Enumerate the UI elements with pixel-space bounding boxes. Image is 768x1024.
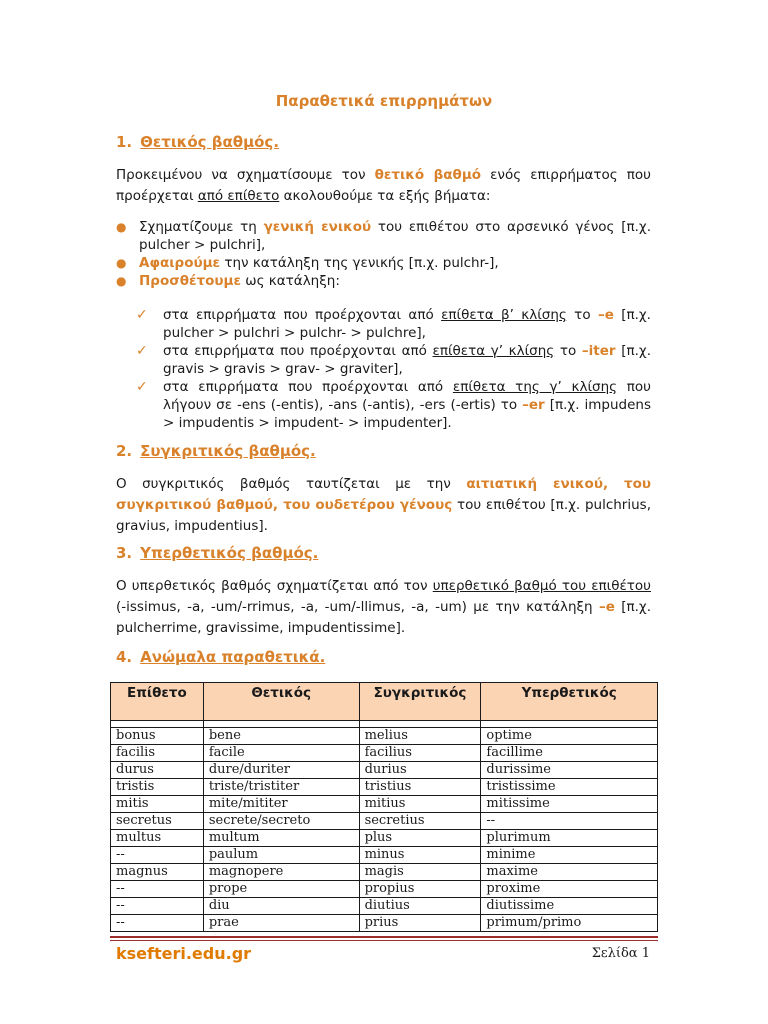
text-underlined: επίθετα της γ’ κλίσης [452, 379, 618, 395]
list-item [116, 272, 651, 290]
table-cell: secretus [111, 813, 204, 830]
text: [π.χ. gravis > gravis > grav- > graviter], [163, 343, 651, 377]
footer-divider [110, 940, 658, 941]
site-logo-link[interactable]: ksefteri.edu.gr [116, 944, 252, 963]
table-row [111, 847, 658, 864]
text: ως κατάληξη: [241, 273, 340, 289]
text: [π.χ. pulcherrime, gravissime, impudentissime]. [116, 599, 651, 636]
table-row [111, 779, 658, 796]
section-title: Συγκριτικός βαθμός. [140, 442, 316, 460]
table-row [111, 915, 658, 932]
text: στα επιρρήματα που προέρχονται από [163, 307, 442, 323]
section-number: 2. [116, 442, 133, 460]
table-cell: durius [359, 762, 481, 779]
section-title: Ανώμαλα παραθετικά. [140, 648, 326, 666]
text: [π.χ. impudens > impudentis > impudent- > impudenter]. [163, 397, 651, 431]
list-item [136, 306, 651, 342]
table-cell: -- [481, 813, 658, 830]
checkmark-icon: ✓ [136, 307, 148, 323]
text: Προκειμένου να σχηματίσουμε τον [116, 167, 375, 183]
list-item [116, 218, 651, 254]
section-2-text [116, 474, 651, 537]
table-row [111, 864, 658, 881]
column-header: Υπερθετικός [481, 683, 658, 721]
text-emphasis: Αφαιρούμε [139, 255, 221, 271]
section-number: 1. [116, 133, 133, 151]
table-cell: prius [359, 915, 481, 932]
table-cell: facilius [359, 745, 481, 762]
irregular-comparison-table [110, 682, 658, 932]
table-cell: multum [203, 830, 359, 847]
section-number: 4. [116, 648, 133, 666]
table-cell: tristis [111, 779, 204, 796]
column-header: Επίθετο [111, 683, 204, 721]
section-title: Υπερθετικός βαθμός. [140, 544, 319, 562]
table-row [111, 745, 658, 762]
spacer-row [111, 721, 658, 728]
text-underlined: από επίθετο [197, 188, 280, 204]
list-item [116, 254, 651, 272]
text: που λήγουν σε -ens (-entis), -ans (-antis), -ers (-ertis) το [163, 379, 651, 413]
table-cell: optime [481, 728, 658, 745]
page-number: Σελίδα 1 [591, 946, 650, 961]
table-cell: proxime [481, 881, 658, 898]
section-number: 3. [116, 544, 133, 562]
table-cell: plurimum [481, 830, 658, 847]
text-emphasis: Προσθέτουμε [139, 273, 241, 289]
ending: –e [598, 599, 615, 615]
table-cell: diutissime [481, 898, 658, 915]
text: (-issimus, -a, -um/-rrimus, -a, -um/-llimus, -a, -um) με την κατάληξη [116, 599, 599, 615]
table-cell: durus [111, 762, 204, 779]
table-cell: durissime [481, 762, 658, 779]
section-title: Θετικός βαθμός. [140, 133, 280, 151]
table-cell: facillime [481, 745, 658, 762]
list-item [136, 378, 651, 432]
table-cell: mitissime [481, 796, 658, 813]
table-header-row [111, 683, 658, 721]
table-cell: melius [359, 728, 481, 745]
table-cell: triste/tristiter [203, 779, 359, 796]
text: Σχηματίζουμε τη [139, 219, 264, 235]
bullet-icon: ● [116, 220, 127, 234]
checkmark-icon: ✓ [136, 379, 148, 395]
list-item [136, 342, 651, 378]
table-cell: prae [203, 915, 359, 932]
section-heading-1 [116, 133, 279, 151]
table-row [111, 898, 658, 915]
section-1-intro [116, 165, 651, 207]
table-cell: secretius [359, 813, 481, 830]
footer-divider [110, 936, 658, 938]
table-cell: plus [359, 830, 481, 847]
text: το [566, 307, 598, 323]
table-cell: facile [203, 745, 359, 762]
table-row [111, 813, 658, 830]
text-underlined: επίθετα β’ κλίσης [441, 307, 567, 323]
table-cell: maxime [481, 864, 658, 881]
text: το [554, 343, 582, 359]
table-cell: -- [111, 915, 204, 932]
text: του επιθέτου [π.χ. pulchrius, gravius, impudentius]. [116, 497, 651, 534]
table-cell: tristius [359, 779, 481, 796]
table-row [111, 762, 658, 779]
text-emphasis: αιτιατική ενικού, του συγκριτικού βαθμού, του ουδετέρου γένους [116, 476, 651, 513]
table-cell: mitius [359, 796, 481, 813]
table-cell: mite/mititer [203, 796, 359, 813]
table-cell: propius [359, 881, 481, 898]
table-cell: magnus [111, 864, 204, 881]
table-cell: -- [111, 881, 204, 898]
table-cell: multus [111, 830, 204, 847]
table-cell: -- [111, 847, 204, 864]
section-heading-3 [116, 544, 318, 562]
table-cell: secrete/secreto [203, 813, 359, 830]
text: Ο υπερθετικός βαθμός σχηματίζεται από τον [116, 578, 433, 594]
table-cell: dure/duriter [203, 762, 359, 779]
text: στα επιρρήματα που προέρχονται από [163, 379, 453, 395]
text: στα επιρρήματα που προέρχονται από [163, 343, 433, 359]
bullet-list [116, 218, 651, 290]
table-cell: tristissime [481, 779, 658, 796]
text-emphasis: γενική ενικού [263, 219, 372, 235]
table-cell: magis [359, 864, 481, 881]
table-cell: prope [203, 881, 359, 898]
page-title: Παραθετικά επιρρημάτων [275, 92, 493, 110]
bullet-icon: ● [116, 256, 127, 270]
text: Ο συγκριτικός βαθμός ταυτίζεται με την [116, 476, 467, 492]
table-row [111, 881, 658, 898]
column-header: Συγκριτικός [359, 683, 481, 721]
section-3-text [116, 576, 651, 639]
text-underlined: επίθετα γ’ κλίσης [432, 343, 555, 359]
table-cell: diutius [359, 898, 481, 915]
text: του επιθέτου στο αρσενικό γένος [π.χ. pulcher > pulchri], [139, 219, 651, 253]
table-cell: mitis [111, 796, 204, 813]
text: ακολουθούμε τα εξής βήματα: [279, 188, 491, 204]
text-underlined: υπερθετικό βαθμό του επιθέτου [432, 578, 651, 594]
checkmark-icon: ✓ [136, 343, 148, 359]
table-row [111, 830, 658, 847]
ending: –er [522, 397, 545, 413]
table-row [111, 728, 658, 745]
table-cell: primum/primo [481, 915, 658, 932]
checkmark-list [136, 306, 651, 432]
table-cell: -- [111, 898, 204, 915]
table-cell: minus [359, 847, 481, 864]
table-row [111, 796, 658, 813]
column-header: Θετικός [203, 683, 359, 721]
text: ενός επιρρήματος που προέρχεται [116, 167, 651, 204]
table-cell: minime [481, 847, 658, 864]
table-cell: paulum [203, 847, 359, 864]
table-cell: magnopere [203, 864, 359, 881]
section-heading-4 [116, 648, 325, 666]
ending: –iter [581, 343, 616, 359]
table-cell: bene [203, 728, 359, 745]
table-cell: facilis [111, 745, 204, 762]
table-cell: diu [203, 898, 359, 915]
ending: –e [597, 307, 614, 323]
table-cell: bonus [111, 728, 204, 745]
section-heading-2 [116, 442, 316, 460]
text: την κατάληξη της γενικής [π.χ. pulchr-], [220, 255, 499, 271]
text: [π.χ. pulcher > pulchri > pulchr- > pulchre], [163, 307, 651, 341]
text-emphasis: θετικό βαθμό [374, 167, 482, 183]
bullet-icon: ● [116, 274, 127, 288]
